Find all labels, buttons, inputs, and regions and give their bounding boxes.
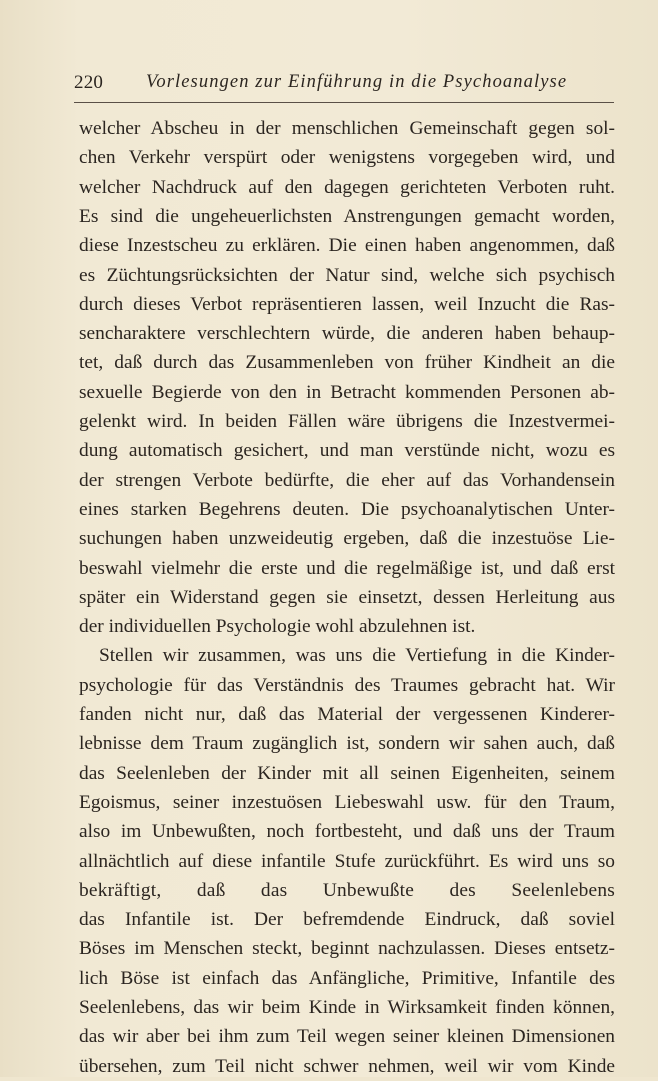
text-line: gelenkt wird. In beiden Fällen wäre übrigens die Inzestvermei- bbox=[79, 411, 615, 432]
text-line: das wir aber bei ihm zum Teil wegen seiner kleinen Dimensionen bbox=[79, 1026, 615, 1048]
text-line: durch dieses Verbot repräsentieren lassen, weil Inzucht die Ras- bbox=[79, 293, 615, 315]
text-line: allnächtlich auf diese infantile Stufe zurückführt. Es wird uns so bbox=[79, 850, 615, 872]
text-line: suchungen haben unzweideutig ergeben, daß die inzestuöse Lie- bbox=[79, 528, 615, 550]
page-header bbox=[74, 72, 614, 98]
text-line: tet, daß durch das Zusammenleben von früher Kindheit an die bbox=[79, 352, 615, 374]
text-line: beswahl vielmehr die erste und die regelmäßige ist, und daß erst bbox=[79, 557, 615, 579]
text-line: Egoismus, seiner inzestuösen Liebeswahl usw. für den Traum, bbox=[79, 791, 615, 813]
text-line: Böses im Menschen steckt, beginnt nachzulassen. Dieses entsetz- bbox=[79, 938, 615, 960]
text-line: es Züchtungsrücksichten der Natur sind, welche sich psychisch bbox=[79, 264, 615, 286]
text-line: der strengen Verbote bedürfte, die eher auf das Vorhandensein bbox=[79, 469, 615, 491]
text-line: lebnisse dem Traum zugänglich ist, sondern wir sahen auch, daß bbox=[79, 733, 615, 755]
running-title: Vorlesungen zur Einführung in die Psychoanalyse bbox=[146, 72, 568, 92]
text-line: Es sind die ungeheuerlichsten Anstrengungen gemacht worden, bbox=[79, 205, 615, 227]
text-line: lich Böse ist einfach das Anfängliche, Primitive, Infantile des bbox=[79, 967, 615, 989]
header-rule bbox=[74, 102, 614, 103]
text-line: sencharaktere verschlechtern würde, die anderen haben behaup- bbox=[79, 323, 615, 345]
text-line: das Seelenleben der Kinder mit all seinen Eigenheiten, seinem bbox=[79, 762, 615, 784]
text-line: fanden nicht nur, daß das Material der vergessenen Kinderer- bbox=[79, 704, 615, 725]
text-line: also im Unbewußten, noch fortbesteht, und daß uns der Traum bbox=[79, 821, 615, 843]
text-line: Seelenlebens, das wir beim Kinde in Wirksamkeit finden können, bbox=[79, 997, 615, 1018]
text-line: Stellen wir zusammen, was uns die Vertiefung in die Kinder- bbox=[99, 645, 615, 667]
text-line: dung automatisch gesichert, und man verstünde nicht, wozu es bbox=[79, 440, 615, 462]
text-line: chen Verkehr verspürt oder wenigstens vorgegeben wird, und bbox=[79, 147, 615, 169]
text-line: psychologie für das Verständnis des Traumes gebracht hat. Wir bbox=[79, 674, 615, 696]
page-number: 220 bbox=[74, 72, 104, 93]
text-line: übersehen, zum Teil nicht schwer nehmen, weil wir vom Kinde bbox=[79, 1055, 615, 1077]
text-line: welcher Abscheu in der menschlichen Gemeinschaft gegen sol- bbox=[79, 118, 615, 139]
text-line-emphasis: bekräftigt, daß das Unbewußte des Seelenlebens bbox=[79, 879, 615, 901]
text-line: eines starken Begehrens deuten. Die psychoanalytischen Unter- bbox=[79, 498, 615, 520]
text-line: später ein Widerstand gegen sie einsetzt, dessen Herleitung aus bbox=[79, 586, 615, 608]
text-line: diese Inzestscheu zu erklären. Die einen haben angenommen, daß bbox=[79, 235, 615, 257]
text-line: sexuelle Begierde von den in Betracht kommenden Personen ab- bbox=[79, 381, 615, 403]
text-line: der individuellen Psychologie wohl abzulehnen ist. bbox=[79, 616, 476, 638]
text-line-emphasis: das Infantile ist. Der befremdende Eindruck, daß soviel bbox=[79, 909, 615, 931]
text-line: welcher Nachdruck auf den dagegen gerichteten Verboten ruht. bbox=[79, 176, 615, 198]
